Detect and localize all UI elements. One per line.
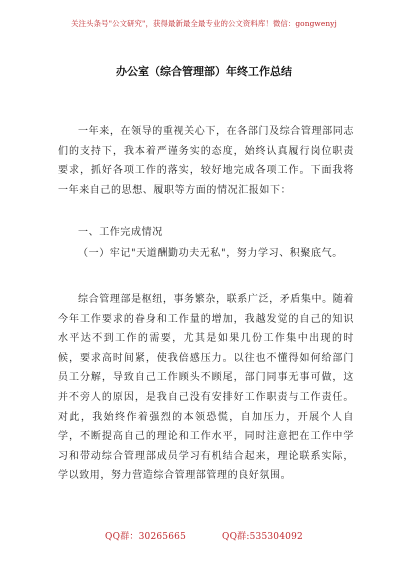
body-block (58, 290, 354, 486)
top-banner: 关注头条号"公文研究"，获得最新最全最专业的公文资料库！微信：gongwenyj (71, 19, 337, 28)
intro-block (58, 122, 354, 200)
subsection-heading: （一）牢记"天道酬勤功夫无私"，努力学习、积聚底气。 (78, 248, 343, 259)
page-title: 办公室（综合管理部）年终工作总结 (116, 65, 292, 78)
body-paragraph: 综合管理部是枢纽，事务繁杂，联系广泛，矛盾集中。随着今年工作要求的眷身和工作量的增加，我越发觉的自己的知识水平达不到工作的需要，尤其是如果几份工作集中出现的时候，要求高时间紧，使我倍感压力。以往也不懂得如何给部门员工分解，导致自己工作顾头不顾尾，部门同事无事可做，这并不旁人的原因，是我自己没有安排好工作职责与工作责任。对此，我始终作着强烈的本领恐慌，自加压力，开展个人自学，不断提高自己的理论和工作水平，同时注意把在工作中学习和带动综合管理部成员学习有机结合起来，理论联系实际，学以致用，努力营造综合管理部管理的良好氛围。 (58, 294, 354, 482)
intro-paragraph: 一年来，在领导的重视关心下，在各部门及综合管理部同志们的支持下，我本着严谨务实的态度，始终认真履行岗位职责要求，抓好各项工作的落实，较好地完成各项工作。下面我将一年来自己的思想、履职等方面的情况汇报如下： (58, 126, 354, 196)
section-heading: 一、工作完成情况 (78, 227, 163, 238)
footer (0, 529, 408, 542)
subsection-heading-block (58, 244, 354, 264)
section-heading-block (58, 223, 354, 243)
footer-qq-group-2: QQ群:535304092 (222, 532, 303, 542)
footer-qq-group-1: QQ群：30265665 (105, 532, 187, 542)
